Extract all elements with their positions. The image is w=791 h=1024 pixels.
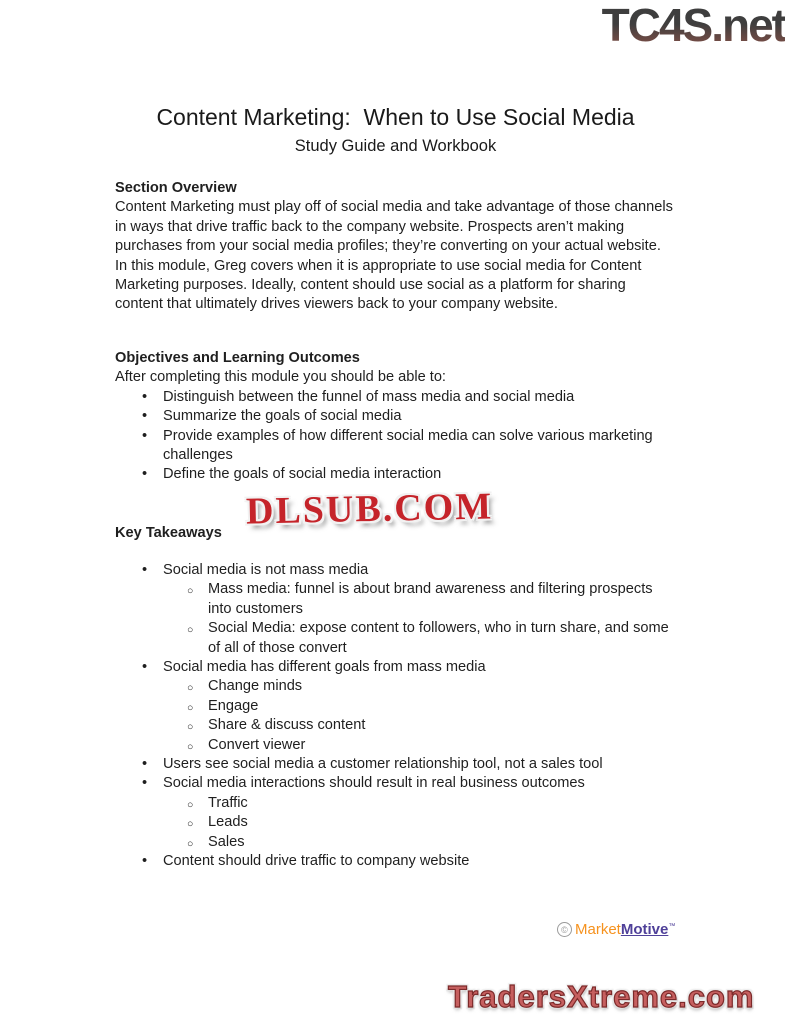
circle-bullet-icon: ○ xyxy=(187,798,194,811)
objectives-heading: Objectives and Learning Outcomes xyxy=(115,350,360,366)
section-objectives xyxy=(115,349,675,485)
list-item-text: Traffic xyxy=(208,794,248,811)
list-item-text: Define the goals of social media interaction xyxy=(163,466,442,483)
logo-text-motive: Motive xyxy=(620,921,669,938)
circle-bullet-icon: ○ xyxy=(187,740,194,753)
key-takeaways-list xyxy=(115,561,675,872)
logo-text-market: Market xyxy=(575,921,621,938)
list-item-text: Change minds xyxy=(208,678,303,695)
list-item xyxy=(115,580,675,619)
list-item xyxy=(115,833,675,852)
list-item-text: Engage xyxy=(208,697,259,714)
bullet-icon: • xyxy=(142,659,148,676)
watermark-tc4s: TC4S.net xyxy=(601,0,785,51)
objectives-list xyxy=(115,388,675,485)
list-item xyxy=(115,407,675,426)
list-item xyxy=(115,427,675,466)
page-subtitle: Study Guide and Workbook xyxy=(294,137,497,155)
bullet-icon: • xyxy=(142,388,148,405)
circle-bullet-icon: ○ xyxy=(187,624,194,637)
list-item xyxy=(115,697,675,716)
objectives-intro: After completing this module you should be able to: xyxy=(115,369,446,386)
section-overview-heading: Section Overview xyxy=(115,180,237,196)
bullet-icon: • xyxy=(142,408,148,425)
list-item xyxy=(115,465,675,484)
list-item xyxy=(115,388,675,407)
list-item xyxy=(115,716,675,735)
list-item-text: Share & discuss content xyxy=(208,717,366,734)
list-item-text: Provide examples of how different social media can solve various marketing challenges xyxy=(163,427,653,464)
bullet-icon: • xyxy=(142,562,148,578)
page-title: Content Marketing: When to Use Social Media xyxy=(156,104,635,130)
list-item-text: Distinguish between the funnel of mass media and social media xyxy=(163,388,575,405)
list-item xyxy=(115,755,675,774)
watermark-tradersxtreme: TradersXtreme.com xyxy=(448,979,755,1014)
section-overview-paragraph: Content Marketing must play off of social media and take advantage of those channels in ways that drive traffic back to the company website. Prospects aren’t making purchases from your social media profiles; they’re converting on your actual website. In this module, Greg covers when it is appropriate to use social media for Content Marketing purposes. Ideally, content should use social as a platform for sharing content that ultimately drives viewers back to your company website. xyxy=(115,199,673,313)
marketmotive-logo xyxy=(557,921,675,938)
list-item xyxy=(115,736,675,755)
circle-bullet-icon: ○ xyxy=(187,837,194,850)
list-item-text: Content should drive traffic to company website xyxy=(163,853,470,870)
list-item xyxy=(115,852,675,871)
key-takeaways-heading: Key Takeaways xyxy=(115,525,222,541)
list-item xyxy=(115,619,675,658)
list-item-text: Social media has different goals from mass media xyxy=(163,659,486,676)
circle-bullet-icon: ○ xyxy=(187,682,194,695)
key-takeaways-section xyxy=(115,561,675,872)
list-item-text: Convert viewer xyxy=(208,736,306,753)
list-item-text: Sales xyxy=(208,833,245,850)
list-item-text: Summarize the goals of social media xyxy=(163,408,402,425)
circle-bullet-icon: ○ xyxy=(187,701,194,714)
list-item xyxy=(115,794,675,813)
circle-bullet-icon: ○ xyxy=(187,585,194,598)
list-item xyxy=(115,774,675,793)
circle-bullet-icon: ○ xyxy=(187,818,194,831)
watermark-dlsub: DLSUB.COM xyxy=(245,485,494,533)
bullet-icon: • xyxy=(142,756,148,773)
bullet-icon: • xyxy=(142,427,148,444)
circle-bullet-icon: ○ xyxy=(187,721,194,734)
list-item-text: Mass media: funnel is about brand awareness and filtering prospects into customers xyxy=(208,581,653,617)
section-overview xyxy=(115,179,675,315)
list-item-text: Social Media: expose content to followers, who in turn share, and some of all of those convert xyxy=(208,620,669,656)
bullet-icon: • xyxy=(142,853,148,870)
list-item-text: Leads xyxy=(208,814,248,831)
bullet-icon: • xyxy=(142,466,148,483)
copyright-icon: © xyxy=(557,922,572,937)
list-item xyxy=(115,561,675,580)
list-item-text: Users see social media a customer relationship tool, not a sales tool xyxy=(163,756,603,773)
bullet-icon: • xyxy=(142,775,148,792)
list-item xyxy=(115,658,675,677)
list-item xyxy=(115,677,675,696)
list-item-text: Social media is not mass media xyxy=(163,562,369,578)
list-item-text: Social media interactions should result in real business outcomes xyxy=(163,775,585,792)
trademark-symbol: ™ xyxy=(668,922,676,930)
list-item xyxy=(115,813,675,832)
